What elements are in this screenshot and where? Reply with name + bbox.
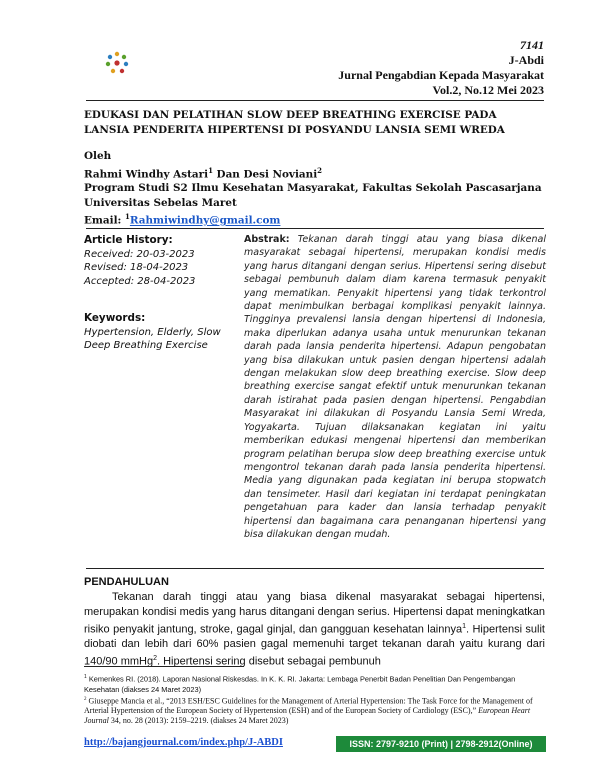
- author-2: Dan Desi Noviani: [212, 167, 318, 180]
- article-sidebar: [84, 234, 234, 353]
- footnote-2: [84, 695, 545, 725]
- abstract: [244, 233, 546, 541]
- keywords-heading: Keywords:: [84, 312, 146, 324]
- footnote-1-num: 1: [84, 674, 87, 680]
- abstract-bottom-divider: [86, 568, 544, 569]
- journal-name: Jurnal Pengabdian Kepada Masyarakat: [338, 68, 544, 82]
- footnote-2-text: Giuseppe Mancia et al., “2013 ESH/ESC Guidelines for the Management of Arterial Hypertension: The Task Force for the Management of Arterial Hypertension of the European Society of Hypertension (ESH) and of the European Society of Cardiology (ESC),”: [84, 696, 533, 716]
- intro-paragraph: [84, 590, 545, 669]
- footnote-1-text: Kemenkes RI. (2018). Laporan Nasional Riskesdas. In K. K. RI. Jakarta: Lembaga Penerbit Badan Penelitian Dan Pengembangan Kesehatan (diakses 24 Maret 2023): [84, 674, 516, 694]
- accepted-date: Accepted: 28-04-2023: [84, 275, 196, 287]
- affiliation-line-2: Universitas Sebelas Maret: [84, 196, 237, 209]
- journal-abbr: J-Abdi: [508, 53, 544, 67]
- email-sup: 1: [125, 212, 130, 222]
- intro-ref-1: 1: [462, 622, 467, 630]
- author-2-sup: 2: [317, 165, 323, 175]
- page-footer: [84, 736, 546, 752]
- oleh-label: Oleh: [84, 150, 112, 162]
- received-date: Received: 20-03-2023: [84, 248, 195, 260]
- email-line: [84, 210, 554, 228]
- article-title: EDUKASI DAN PELATIHAN SLOW DEEP BREATHING EXERCISE PADA LANSIA PENDERITA HIPERTENSI DI POSYANDU LANSIA SEMI WREDA: [84, 109, 505, 136]
- header-divider: [86, 100, 544, 101]
- keywords-text: Hypertension, Elderly, Slow Deep Breathing Exercise: [84, 326, 221, 351]
- issn-badge: ISSN: 2797-9210 (Print) | 2798-2912(Online): [336, 736, 546, 752]
- intro-text-1: Tekanan darah tinggi atau yang biasa dikenal masyarakat sebagai hipertensi, merupakan kondisi medis yang harus ditangani dengan serius. Hipertensi dapat meningkatkan risiko penyakit jantung, stroke, gagal ginjal, dan gangguan kesehatan lainnya: [84, 591, 545, 636]
- email-link[interactable]: Rahmiwindhy@gmail.com: [129, 214, 281, 227]
- intro-heading: PENDAHULUAN: [84, 576, 169, 588]
- footnotes: [84, 672, 545, 725]
- abstract-text: Tekanan darah tinggi atau yang biasa dikenal masyarakat sebagai hipertensi, merupakan kondisi medis yang harus ditangani dengan serius. Hipertensi sering disebut sebagai pembunuh dalam diam karena termasuk penyakit yang mematikan. Penyakit hipertensi yang tidak terkontrol dapat menimbulkan berbagai komplikasi penyakit lainnya. Tingginya prevalensi lansia dengan hipertensi di Indonesia, maka diperlukan adanya usaha untuk menurunkan tekanan darah pada lansia penderita hipertensi. Adapun pengobatan yang bisa dilakukan untuk pasien dengan hipertensi adalah dengan melakukan slow deep breathing exercise. Slow deep breathing exercise sangat efektif untuk menurunkan tekanan darah istirahat pada pasien dengan hipertensi. Pengabdian Masyarakat ini dilakukan di Posyandu Lansia Semi Wreda, Yogyakarta. Tujuan dilaksanakan kegiatan ini yaitu memberikan edukasi mengenai hipertensi dan memberikan program pelatihan berupa slow deep breathing exercise untuk mengontrol tekanan darah pada lansia penderita hipertensi. Media yang digunakan pada kegiatan ini berupa stopwatch dan tensimeter. Hasil dari kegiatan ini terdapat peningkatan pengetahuan para kader dan lansia terhadap penyakit hipertensi dan bagaimana cara penanganan hipertensi yang bisa dilakukan dengan mudah.: [244, 234, 546, 540]
- journal-volume: Vol.2, No.12 Mei 2023: [432, 83, 544, 97]
- affiliation-line-1: Program Studi S2 Ilmu Kesehatan Masyarakat, Fakultas Sekolah Pascasarjana: [84, 182, 542, 195]
- author-1-sup: 1: [208, 165, 213, 175]
- footnote-2-journal: European Heart Journal: [84, 706, 531, 725]
- intro-ref-2: 2: [153, 654, 157, 662]
- abstract-top-divider: [86, 228, 544, 229]
- email-label: Email:: [84, 214, 125, 227]
- author-1: Rahmi Windhy Astari: [84, 167, 209, 180]
- footnote-2-num: 2: [84, 696, 87, 702]
- footnote-divider: [84, 666, 244, 667]
- page-number: 7141: [520, 38, 544, 52]
- footnote-2-tail: 34, no. 28 (2013): 2159–2219. (diakses 24 Maret 2023): [108, 715, 289, 725]
- revised-date: Revised: 18-04-2023: [84, 262, 189, 273]
- intro-text-2: . Hipertensi sulit diobati dan lebih dari 60% pasien gagal memenuhi target tekanan darah yaitu kurang dari 140/90 mmHg: [84, 623, 545, 668]
- author-block: [84, 149, 554, 228]
- intro-text-3: . Hipertensi sering disebut sebagai pembunuh: [157, 655, 381, 668]
- journal-logo-icon: [104, 50, 130, 76]
- journal-url-link[interactable]: http://bajangjournal.com/index.php/J-ABDI: [84, 737, 283, 748]
- footnote-1: [84, 672, 545, 695]
- author-names: [84, 164, 554, 182]
- abstract-label: Abstrak:: [244, 234, 290, 245]
- article-history-heading: Article History:: [84, 234, 173, 246]
- journal-header: [338, 38, 544, 98]
